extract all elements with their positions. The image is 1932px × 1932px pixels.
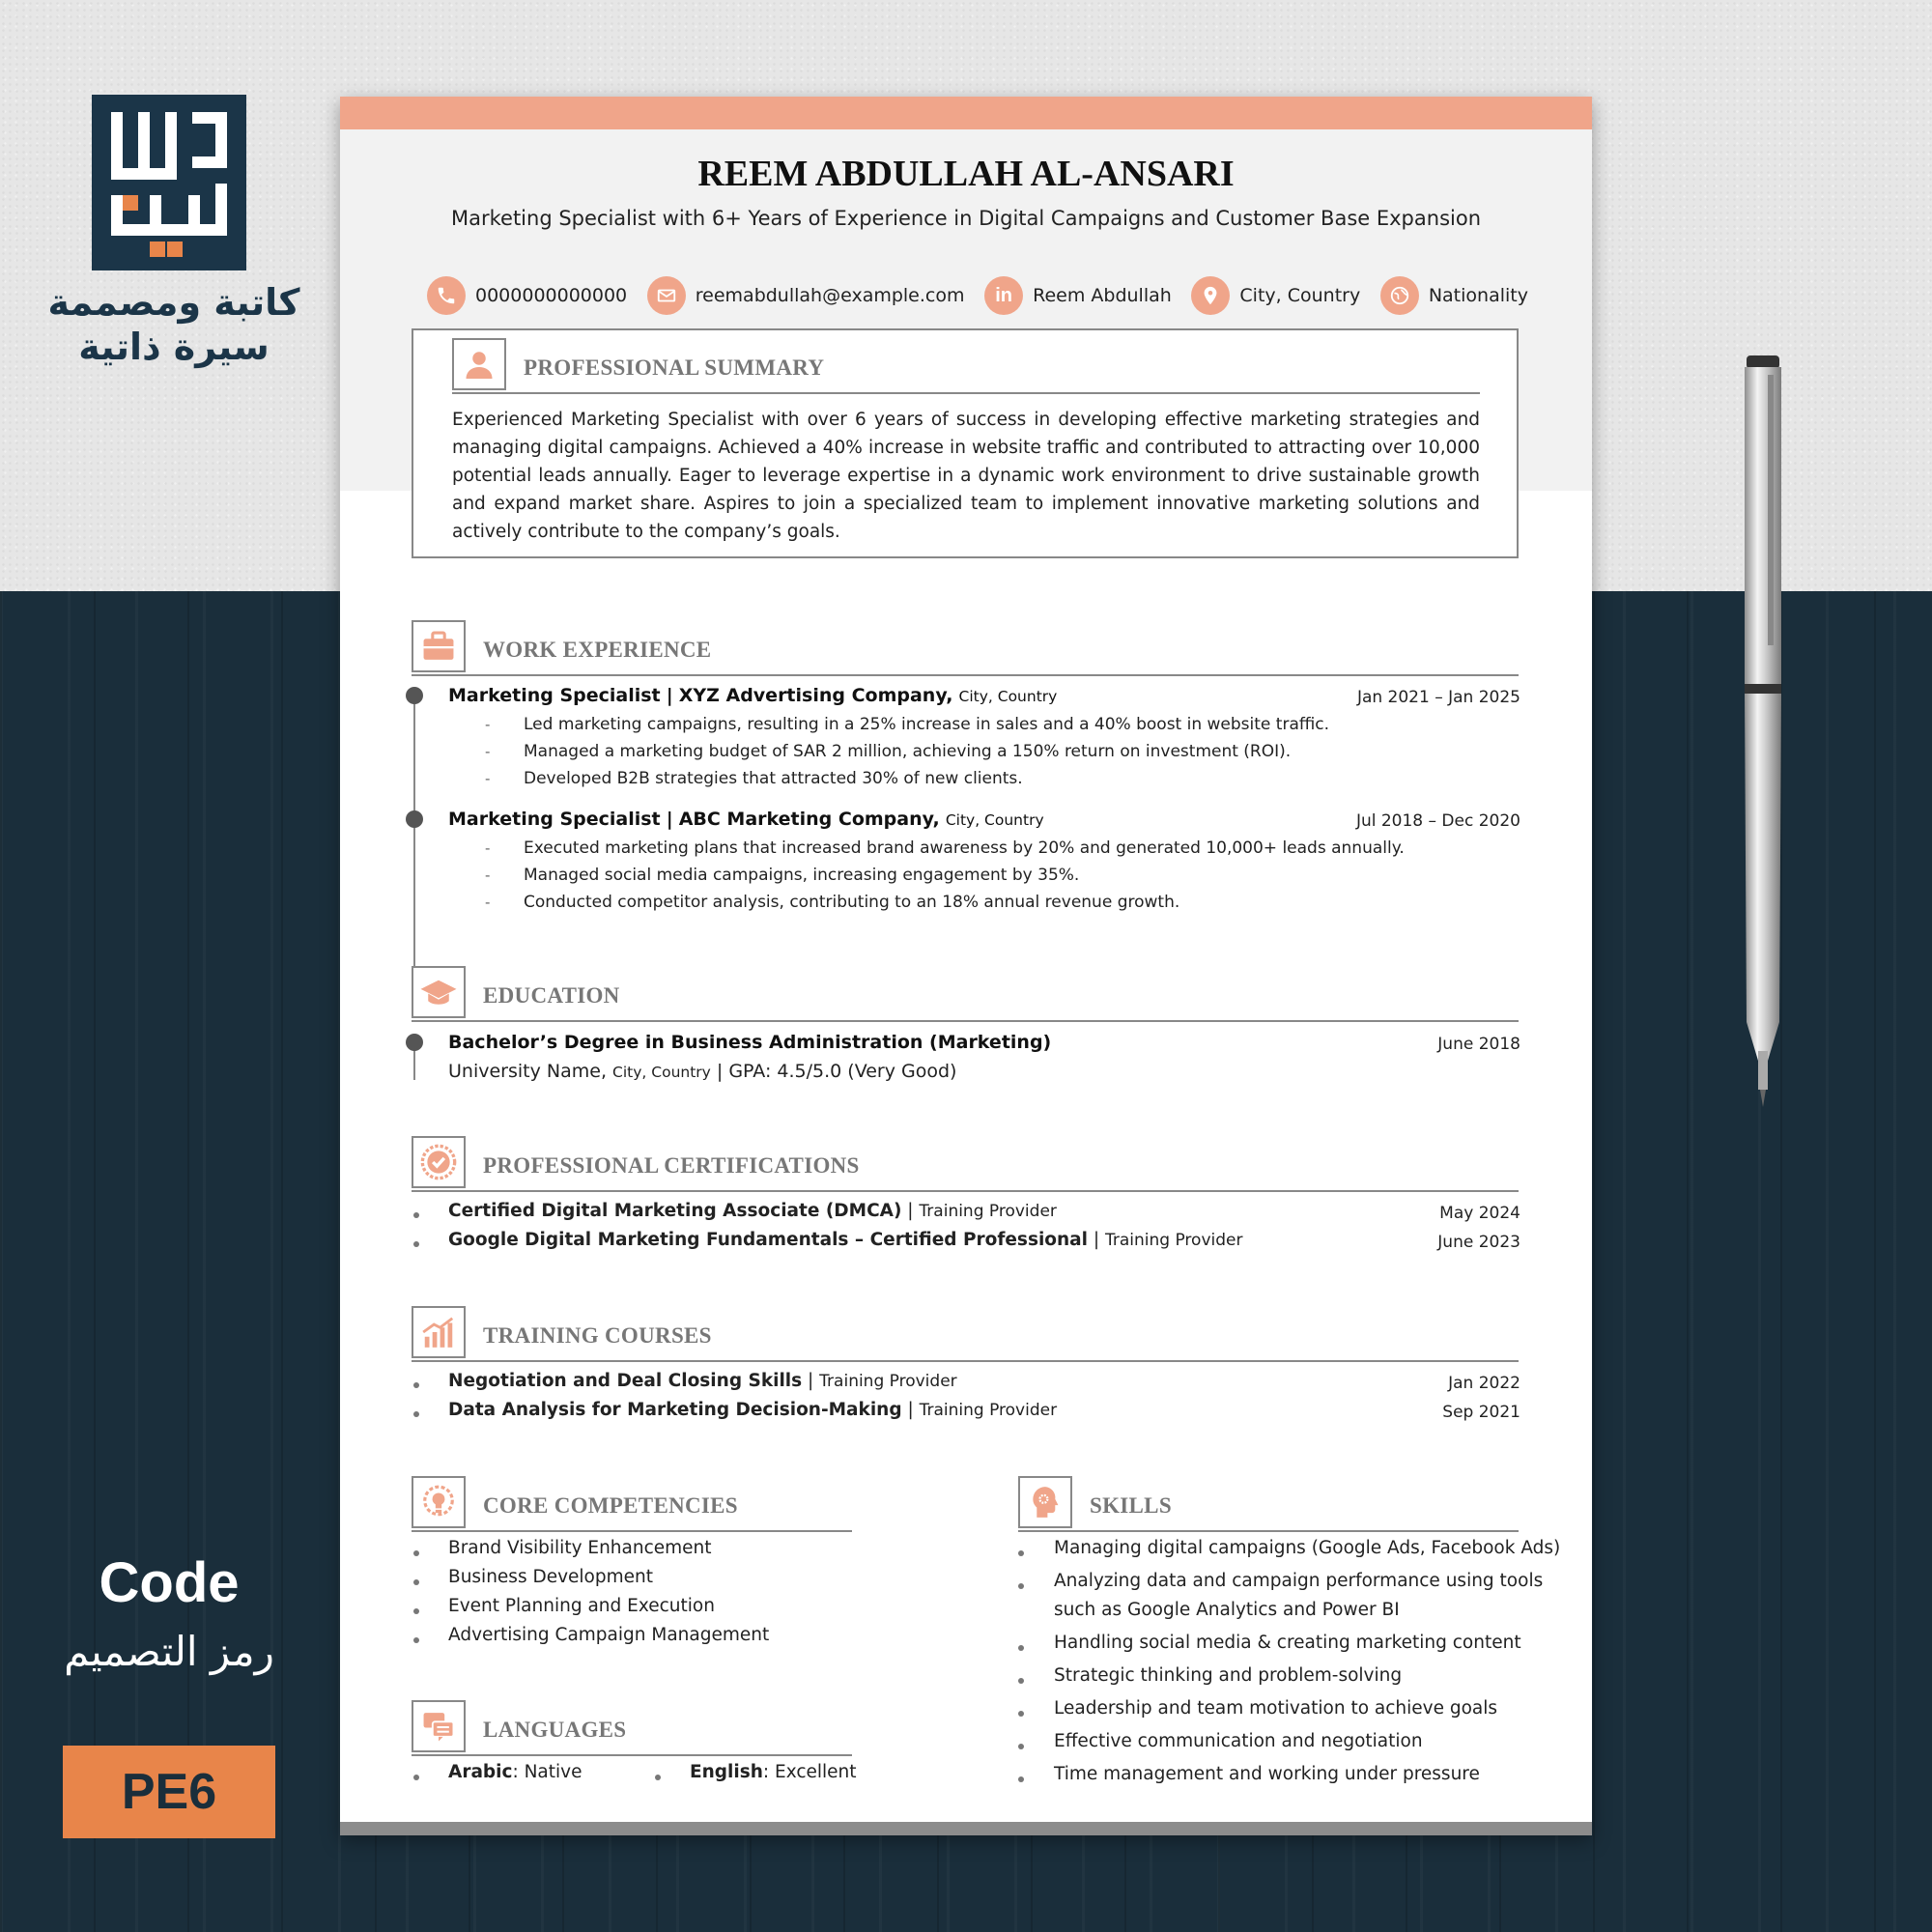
email-icon [647, 276, 686, 315]
contact-location [1191, 276, 1360, 315]
bullet-dot [413, 1608, 419, 1614]
bullet-dash: - [485, 743, 491, 760]
bullet-dot [1018, 1550, 1024, 1556]
phone-text: 0000000000000 [475, 285, 628, 306]
language-item: Arabic: Native [448, 1762, 582, 1782]
skill-item: Effective communication and negotiation [1054, 1731, 1423, 1751]
job-bullet: Led marketing campaigns, resulting in a 25% increase in sales and a 40% boost in website traffic. [524, 715, 1330, 734]
speech-bubbles-icon [412, 1700, 466, 1752]
languages-title: LANGUAGES [483, 1718, 627, 1742]
bullet-dot [1018, 1645, 1024, 1651]
bullet-dot [413, 1579, 419, 1585]
contact-bar [427, 276, 1528, 315]
skill-item: Time management and working under pressure [1054, 1764, 1480, 1784]
candidate-name: REEM ABDULLAH AL-ANSARI [697, 154, 1235, 194]
job-company: ABC Marketing Company, [678, 809, 940, 830]
bullet-dash: - [485, 894, 491, 911]
bullet-dot [413, 1212, 419, 1218]
summary-heading [452, 338, 1480, 394]
training-date: Sep 2021 [1442, 1403, 1520, 1422]
timeline-dot [406, 1034, 423, 1051]
bullet-dot [413, 1382, 419, 1388]
competency-item: Business Development [448, 1567, 654, 1587]
competency-item: Advertising Campaign Management [448, 1625, 770, 1645]
certificate-badge-icon [412, 1136, 466, 1188]
growth-chart-icon [412, 1306, 466, 1358]
lightbulb-gear-icon [412, 1476, 466, 1528]
brand-logo [92, 95, 246, 270]
bullet-dash: - [485, 867, 491, 884]
professional-summary-section [412, 328, 1519, 558]
head-gear-icon [1018, 1476, 1072, 1528]
certifications-heading [412, 1136, 1519, 1192]
job-role: Marketing Specialist [448, 685, 661, 706]
brand-tagline-line1: كاتبة ومصممة [47, 281, 300, 324]
bullet-dot [655, 1775, 661, 1780]
certification-item: Google Digital Marketing Fundamentals – Certified Professional | Training Provider [448, 1230, 1243, 1250]
graduation-cap-icon [412, 966, 466, 1018]
phone-icon [427, 276, 466, 315]
contact-nationality [1380, 276, 1528, 315]
job-bullet: Executed marketing plans that increased brand awareness by 20% and generated 10,000+ leads annually. [524, 838, 1405, 858]
code-label-arabic: رمز التصميم [64, 1628, 274, 1675]
nationality-text: Nationality [1428, 285, 1528, 306]
competency-item: Event Planning and Execution [448, 1596, 715, 1616]
summary-title: PROFESSIONAL SUMMARY [524, 355, 825, 380]
bullet-dash: - [485, 839, 491, 857]
skill-item: Strategic thinking and problem-solving [1054, 1665, 1403, 1686]
experience-timeline [413, 696, 415, 1007]
skill-item: Managing digital campaigns (Google Ads, Facebook Ads) [1054, 1538, 1561, 1558]
education-date: June 2018 [1437, 1035, 1520, 1054]
bullet-dot [1018, 1711, 1024, 1717]
person-icon [452, 338, 506, 390]
candidate-headline: Marketing Specialist with 6+ Years of Experience in Digital Campaigns and Customer Base Expansion [450, 207, 1482, 230]
skill-item-continued: such as Google Analytics and Power BI [1054, 1600, 1400, 1620]
job-dates-2: Jul 2018 – Dec 2020 [1355, 811, 1520, 831]
training-date: Jan 2022 [1448, 1374, 1520, 1393]
training-title: TRAINING COURSES [483, 1323, 712, 1348]
briefcase-icon [412, 620, 466, 672]
job-location: City, Country [945, 811, 1044, 829]
brand-tagline [39, 280, 309, 369]
job-company: XYZ Advertising Company, [678, 685, 953, 706]
education-heading [412, 966, 1519, 1022]
resume-page [340, 97, 1592, 1835]
email-text: reemabdullah@example.com [695, 285, 965, 306]
job-bullet: Managed a marketing budget of SAR 2 million, achieving a 150% return on investment (ROI). [524, 742, 1292, 761]
language-item: English: Excellent [690, 1762, 857, 1782]
competencies-heading [412, 1476, 852, 1532]
contact-email [647, 276, 965, 315]
footer-bar [340, 1822, 1592, 1835]
job-bullet: Managed social media campaigns, increasing engagement by 35%. [524, 866, 1080, 885]
work-experience-heading [412, 620, 1519, 676]
bullet-dot [413, 1241, 419, 1247]
linkedin-icon: in [984, 276, 1023, 315]
contact-linkedin [984, 276, 1172, 315]
bullet-dot [1018, 1678, 1024, 1684]
gpa: | GPA: 4.5/5.0 (Very Good) [716, 1061, 957, 1082]
timeline-dot [406, 810, 423, 828]
languages-heading [412, 1700, 852, 1756]
location-text: City, Country [1239, 285, 1361, 306]
training-heading [412, 1306, 1519, 1362]
work-experience-title: WORK EXPERIENCE [483, 638, 712, 662]
timeline-dot [406, 687, 423, 704]
linkedin-text: Reem Abdullah [1033, 285, 1172, 306]
design-code-badge: PE6 [63, 1746, 275, 1838]
location-pin-icon [1191, 276, 1230, 315]
job-location: City, Country [958, 688, 1058, 705]
job-bullet: Developed B2B strategies that attracted 30% of new clients. [524, 769, 1023, 788]
degree-title: Bachelor’s Degree in Business Administration (Marketing) [448, 1032, 1052, 1053]
summary-text: Experienced Marketing Specialist with over 6 years of success in developing effective marketing strategies and managing digital campaigns. Achieved a 40% increase in website traffic and contributed to attracting over 10,000 potential leads annually. Eager to leverage expertise in a dynamic work environment to drive sustainable growth and expand market share. Aspires to join a specialized team to implement innovative marketing solutions and actively contribute to the company’s goals. [452, 410, 1480, 542]
bullet-dot [413, 1775, 419, 1780]
globe-icon [1380, 276, 1419, 315]
university-name: University Name, [448, 1061, 607, 1082]
certification-date: June 2023 [1437, 1233, 1520, 1252]
bullet-dot [1018, 1583, 1024, 1589]
training-item: Negotiation and Deal Closing Skills | Training Provider [448, 1371, 957, 1391]
brand-tagline-line2: سيرة ذاتية [78, 326, 270, 368]
pen-image [1739, 355, 1787, 1109]
job-role: Marketing Specialist [448, 809, 661, 830]
certification-date: May 2024 [1439, 1204, 1520, 1223]
bullet-dot [413, 1637, 419, 1643]
skill-item: Handling social media & creating marketing content [1054, 1633, 1521, 1653]
job-title-1: Marketing Specialist | XYZ Advertising Company, City, Country [448, 685, 1058, 706]
skills-title: SKILLS [1090, 1493, 1172, 1518]
code-label: Code [99, 1551, 240, 1614]
skills-heading [1018, 1476, 1519, 1532]
bullet-dash: - [485, 716, 491, 733]
skill-item: Analyzing data and campaign performance using tools [1054, 1571, 1544, 1591]
bullet-dot [413, 1411, 419, 1417]
training-item: Data Analysis for Marketing Decision-Making | Training Provider [448, 1400, 1058, 1420]
bullet-dash: - [485, 770, 491, 787]
job-title-2: Marketing Specialist | ABC Marketing Company, City, Country [448, 809, 1044, 830]
certification-item: Certified Digital Marketing Associate (DMCA) | Training Provider [448, 1201, 1057, 1221]
certifications-title: PROFESSIONAL CERTIFICATIONS [483, 1153, 860, 1178]
bullet-dot [1018, 1744, 1024, 1749]
job-dates-1: Jan 2021 – Jan 2025 [1356, 688, 1520, 707]
university-line [448, 1061, 956, 1082]
bullet-dot [1018, 1776, 1024, 1782]
competencies-title: CORE COMPETENCIES [483, 1493, 738, 1518]
competency-item: Brand Visibility Enhancement [448, 1538, 712, 1558]
contact-phone [427, 276, 627, 315]
job-bullet: Conducted competitor analysis, contributing to an 18% annual revenue growth. [524, 893, 1180, 912]
accent-top-bar [340, 97, 1592, 129]
skill-item: Leadership and team motivation to achieve goals [1054, 1698, 1498, 1719]
education-title: EDUCATION [483, 983, 620, 1008]
bullet-dot [413, 1550, 419, 1556]
university-location: City, Country [612, 1064, 711, 1081]
